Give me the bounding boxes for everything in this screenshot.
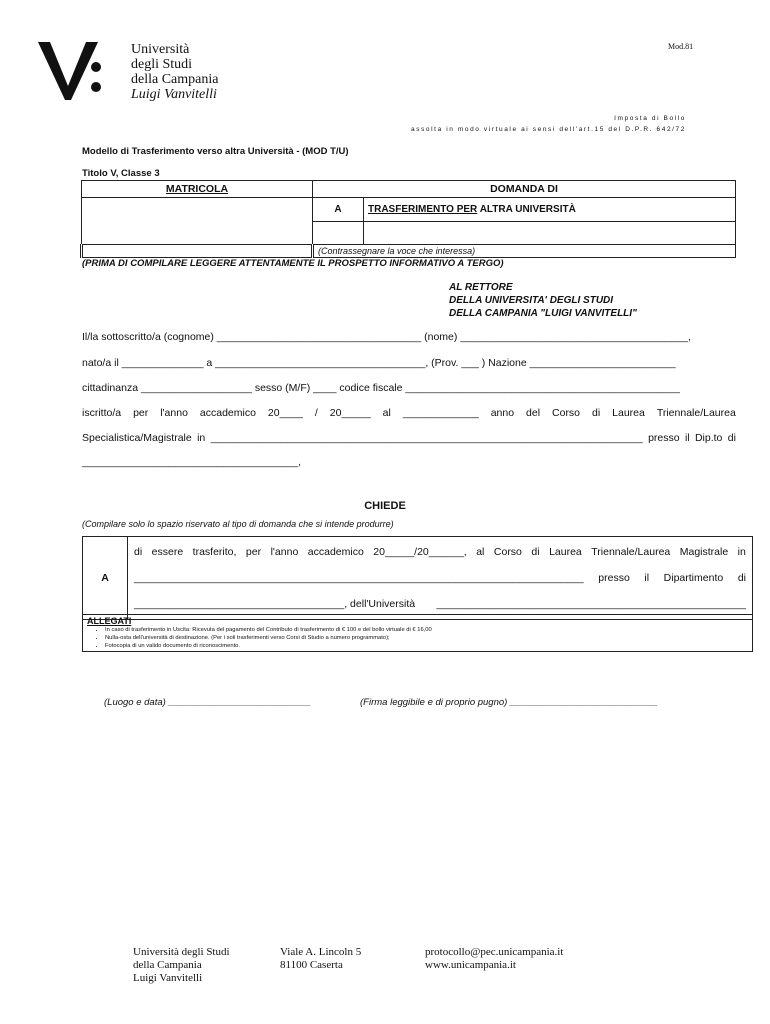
form-title: Modello di Trasferimento verso altra Università - (MOD T/U) <box>82 146 349 157</box>
header-table <box>80 180 736 258</box>
allegati-list <box>83 626 752 650</box>
compilare-note: (Compilare solo lo spazio riservato al tipo di domanda che si intende produrre) <box>82 519 394 529</box>
word: di <box>592 407 601 419</box>
allegati-box <box>82 614 753 652</box>
word: / <box>314 407 318 419</box>
allegati-title: ALLEGATI <box>87 616 132 626</box>
word: Specialistica/Magistrale <box>82 432 192 444</box>
bollo-note: Imposta di Bollo assolta in modo virtuale ai sensi dell'art.15 del D.P.R. 642/72 <box>411 115 686 133</box>
word: di <box>727 432 736 444</box>
word: presso <box>598 572 630 584</box>
word: essere <box>151 546 184 558</box>
word: 20____ <box>267 407 303 419</box>
field-nascita[interactable]: nato/a il ______________ a ____________________________________, (Prov. ___ ) Nazione _________________________ <box>82 357 676 369</box>
domanda-row-1[interactable] <box>134 539 746 565</box>
word: in <box>737 546 746 558</box>
word: Triennale/Laurea <box>656 407 736 419</box>
word: Dip.to <box>694 432 723 444</box>
word: al <box>476 546 485 558</box>
chiede-heading: CHIEDE <box>364 500 406 512</box>
matricola-sub <box>82 245 313 258</box>
option-b-checkbox[interactable] <box>313 221 364 245</box>
word: trasferito, <box>192 546 237 558</box>
field-cittadinanza[interactable]: cittadinanza ___________________ sesso (M/F) ____ codice fiscale _______________________________________________ <box>82 382 680 394</box>
field-corso[interactable] <box>82 432 736 444</box>
word: __________________________________________________________________________ <box>210 432 643 444</box>
footer-university: Università degli Studi della Campania Luigi Vanvitelli <box>133 946 230 984</box>
matricola-field[interactable] <box>82 198 313 245</box>
allegati-item: • Nulla-osta dell'università di destinazione. (Per i soli trasferimenti verso Corsi di Studio a numero programmato); <box>105 634 752 642</box>
word: _____________ <box>402 407 479 419</box>
word: Dipartimento <box>663 572 724 584</box>
domanda-letter-a: A <box>83 537 128 620</box>
word: 20_____ <box>329 407 371 419</box>
footer-pec-link[interactable]: protocollo@pec.unicampania.it <box>425 946 564 958</box>
word: presso <box>648 432 680 444</box>
contrassegnare-note: (Contrassegnare la voce che interessa) <box>313 245 736 258</box>
field-iscritto[interactable] <box>82 407 736 419</box>
footer-contacts <box>425 946 563 972</box>
word: 20_____/20______, <box>373 546 467 558</box>
word: Laurea <box>549 546 582 558</box>
word: accademico <box>307 546 364 558</box>
field-dipartimento[interactable]: _____________________________________, <box>82 456 301 468</box>
option-b-text <box>364 221 736 245</box>
university-logo-icon <box>38 42 104 100</box>
word: _____________________________________________________ <box>436 598 746 610</box>
word: Magistrale <box>679 546 729 558</box>
matricola-label: MATRICOLA <box>82 181 313 198</box>
word: Corso <box>493 546 522 558</box>
rettore-address: AL RETTORE DELLA UNIVERSITA' DEGLI STUDI DELLA CAMPANIA "LUIGI VANVITELLI" <box>449 282 637 319</box>
word: _____________________________________________________________________________ <box>134 572 584 584</box>
mod-number: Mod.81 <box>668 42 694 51</box>
footer-address: Viale A. Lincoln 5 81100 Caserta <box>280 946 362 971</box>
domanda-label: DOMANDA DI <box>313 181 736 198</box>
word: ____________________________________, dell'Università <box>134 598 416 610</box>
word: per <box>245 546 262 558</box>
allegati-item: • In caso di trasferimento in Uscita: Ricevuta del pagamento del Contributo di trasferimento di € 100 e del bollo virtuale di € 16,00 <box>105 626 752 634</box>
word: al <box>382 407 391 419</box>
word: Corso <box>552 407 581 419</box>
word: di <box>737 572 746 584</box>
titolo-classe: Titolo V, Classe 3 <box>82 168 160 179</box>
word: anno <box>490 407 515 419</box>
word: di <box>531 546 540 558</box>
word: il <box>684 432 690 444</box>
prima-note: (PRIMA DI COMPILARE LEGGERE ATTENTAMENTE IL PROSPETTO INFORMATIVO A TERGO) <box>82 258 504 269</box>
word: il <box>644 572 650 584</box>
word: l'anno <box>270 546 299 558</box>
field-cognome-nome[interactable]: Il/la sottoscritto/a (cognome) ___________________________________ (nome) _______________________________________, <box>82 331 691 343</box>
word: in <box>197 432 206 444</box>
allegati-item: • Fotocopia di un valido documento di riconoscimento. <box>105 642 752 650</box>
word: per <box>133 407 149 419</box>
word: Triennale/Laurea <box>591 546 671 558</box>
domanda-box <box>82 536 753 620</box>
luogo-data-field[interactable]: (Luogo e data) ___________________________ <box>104 697 312 708</box>
option-a-checkbox[interactable]: A <box>313 198 364 222</box>
firma-field[interactable]: (Firma leggibile e di proprio pugno) ____________________________ <box>360 697 658 708</box>
footer-website-link[interactable]: www.unicampania.it <box>425 959 516 971</box>
word: iscritto/a <box>82 407 122 419</box>
domanda-text[interactable] <box>128 537 753 620</box>
option-a-text: TRASFERIMENTO PER ALTRA UNIVERSITÀ <box>364 198 736 222</box>
word: di <box>134 546 143 558</box>
word: Laurea <box>612 407 645 419</box>
word: accademico <box>199 407 256 419</box>
university-name: Università degli Studi della Campania Luigi Vanvitelli <box>131 42 219 102</box>
word: del <box>526 407 541 419</box>
domanda-row-2[interactable] <box>134 565 746 591</box>
word: l'anno <box>160 407 188 419</box>
